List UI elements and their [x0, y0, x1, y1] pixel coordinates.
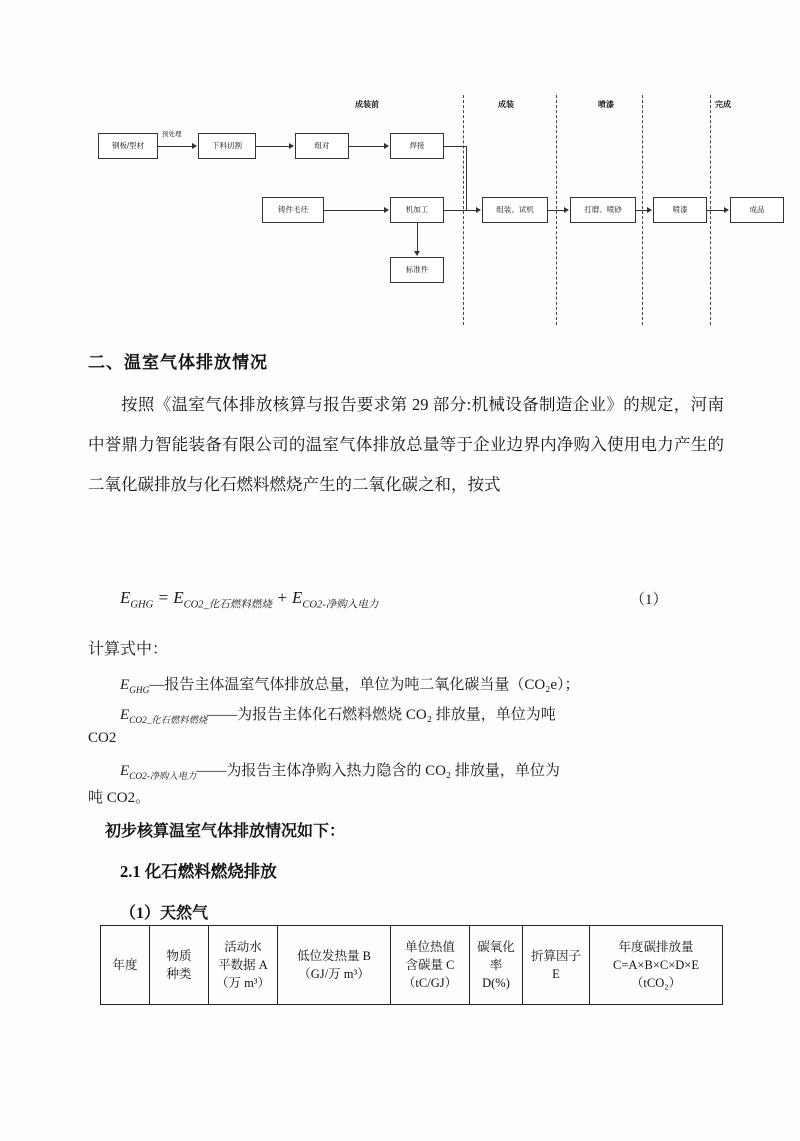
formula-left-sub: GHG	[130, 599, 154, 611]
subheading-item-natural-gas: （1）天然气	[120, 905, 209, 922]
connector-7	[324, 210, 385, 211]
equation-number: （1）	[630, 592, 668, 608]
definition-fossil	[120, 702, 720, 734]
definition-1-symbol: E	[120, 677, 130, 693]
definition-3-continued: 吨 CO2。	[88, 790, 151, 806]
emissions-table	[100, 925, 723, 1005]
table-header-conversion-factor: 折算因子 E	[523, 926, 590, 1005]
definition-1-sub: GHG	[129, 686, 150, 696]
paragraph-intro: 按照《温室气体排放核算与报告要求第 29 部分:机械设备制造企业》的规定，河南中誉鼎力智能装备有限公司的温室气体排放总量等于企业边界内净购入使用电力产生的二氧化碳排放与化石燃料燃烧产生的二氧化碳之和，按式	[88, 395, 724, 494]
node-cutting: 下料切割	[198, 133, 256, 159]
table-header-carbon-content: 单位热值 含碳量 C （tC/GJ）	[391, 926, 470, 1005]
node-fit-up: 组对	[295, 133, 349, 159]
connector-1	[158, 146, 193, 147]
arrow-3	[384, 143, 389, 149]
formula-term1-symbol: E	[173, 588, 184, 607]
arrow-6	[414, 251, 420, 256]
connector-3	[349, 146, 385, 147]
connector-4	[444, 146, 466, 147]
connector-2	[256, 146, 290, 147]
phase-label-painting: 喷漆	[598, 100, 614, 109]
formula-term2-symbol: E	[291, 588, 303, 607]
phase-label-assembly: 成装	[498, 100, 514, 109]
node-finished-product: 成品	[730, 197, 784, 223]
edge-label-pretreatment: 预处理	[162, 131, 182, 138]
arrow-8	[647, 207, 652, 213]
node-grinding-sandblast: 打磨、喷砂	[570, 197, 636, 223]
phase-label-complete: 完成	[715, 100, 731, 109]
definition-1-text: —报告主体温室气体排放总量，单位为吨二氧化碳当量（CO₂e）；	[149, 677, 580, 693]
table-header-oxidation-rate: 碳氧化 率 D(%)	[470, 926, 523, 1005]
definition-2-continued: CO2	[88, 730, 117, 746]
formula-expression: $E_{GHG} = E_{CO2\_化石燃料燃烧} + E_{CO2-净购入电力}$	[120, 588, 379, 611]
table-header-row	[101, 926, 723, 1005]
table-header-year: 年度	[101, 926, 150, 1005]
arrow-9	[724, 207, 729, 213]
node-standard-parts: 标准件	[390, 257, 444, 283]
definition-3-text: ——为报告主体净购入热力隐含的 CO₂ 排放量，单位为	[196, 763, 560, 779]
table-header-activity-data: 活动水 平数据 A （万 m³）	[209, 926, 278, 1005]
definition-electricity	[120, 758, 720, 790]
node-assembly-test: 组装、试机	[482, 197, 548, 223]
phase-label-pre-assembly: 成装前	[355, 100, 379, 109]
definition-2-symbol: E	[120, 707, 130, 723]
formula-term2-sub: CO2-净购入电力	[302, 599, 379, 611]
node-steel-plate: 钢板/型材	[98, 133, 158, 159]
definition-ghg	[120, 672, 720, 704]
node-painting: 喷漆	[653, 197, 707, 223]
section-heading: 二、温室气体排放情况	[88, 353, 268, 372]
connector-10	[548, 210, 565, 211]
table-header-annual-emissions: 年度碳排放量 C=A×B×C×D×E （tCO₂）	[590, 926, 723, 1005]
process-flow-diagram	[70, 85, 765, 330]
node-casting-blank: 铸件毛坯	[262, 197, 324, 223]
node-machining: 机加工	[390, 197, 444, 223]
definition-2-sub: CO2_化石燃料燃烧	[129, 716, 208, 726]
calc-label: 计算式中：	[88, 641, 169, 658]
formula-left-symbol: E	[120, 588, 131, 607]
formula-term1-sub: CO2_化石燃料燃烧	[183, 599, 272, 611]
arrow-5	[384, 207, 389, 213]
connector-5	[466, 146, 467, 210]
connector-8	[444, 210, 478, 211]
formula-ghg	[120, 588, 720, 611]
subheading-section-2-1: 2.1 化石燃料燃烧排放	[120, 862, 277, 881]
connector-9	[417, 223, 418, 251]
node-welding: 焊接	[390, 133, 444, 159]
arrow-1	[192, 143, 197, 149]
definition-3-symbol: E	[120, 763, 130, 779]
table-header-substance: 物质 种类	[150, 926, 209, 1005]
definition-3-sub: CO2-净购入电力	[129, 772, 197, 782]
table-header-heating-value: 低位发热量 B （GJ/万 m³）	[278, 926, 391, 1005]
definition-2-text: ——为报告主体化石燃料燃烧 CO₂ 排放量，单位为吨	[207, 707, 556, 723]
arrow-2	[289, 143, 294, 149]
subheading-preliminary: 初步核算温室气体排放情况如下：	[105, 823, 346, 840]
connector-12	[707, 210, 725, 211]
arrow-7	[564, 207, 569, 213]
